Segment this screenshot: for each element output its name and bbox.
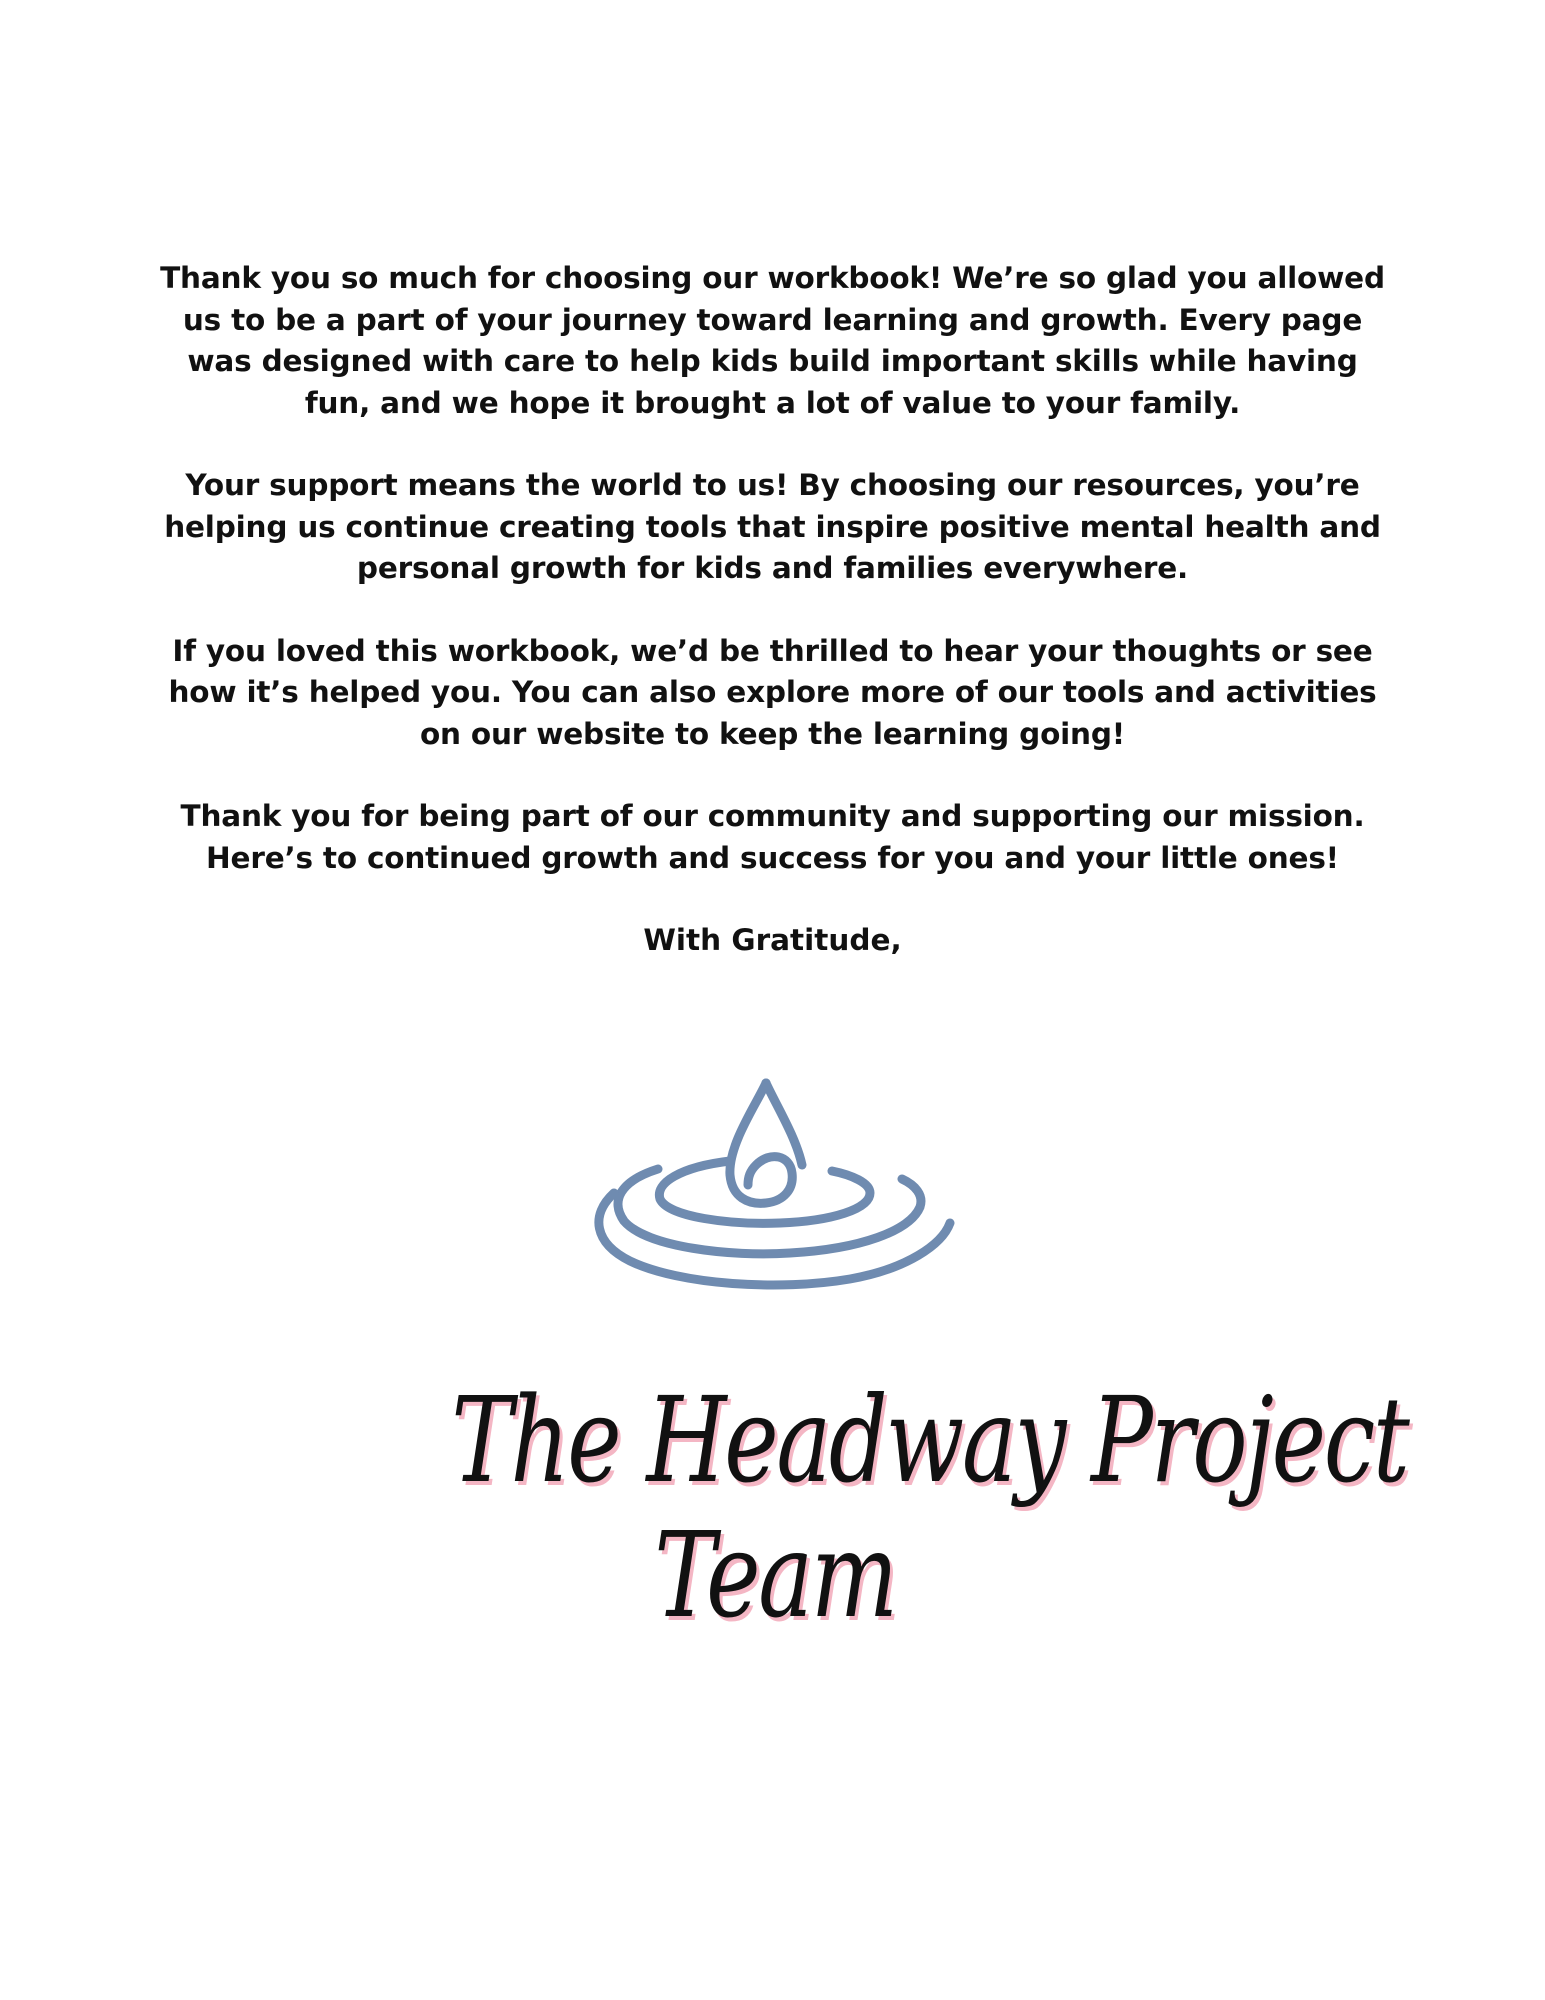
signature-line-1: The Headway Project (451, 1371, 1408, 1509)
ripple-inner (659, 1161, 870, 1223)
letter-body (160, 258, 1385, 991)
closing-line: With Gratitude, (643, 923, 902, 957)
water-drop-ripple-icon (570, 1075, 960, 1315)
paragraph-thank-you: Thank you so much for choosing our workbook! We’re so glad you allowed us to be a part of your journey toward learning and growth. Every page was designed with care to help kids build important skills while having fun, and we hope it brought a lot of value to your family. (160, 261, 1385, 420)
paragraph-support: Your support means the world to us! By choosing our resources, you’re helping us continue creating tools that inspire positive mental health and personal growth for kids and families everywhere. (164, 468, 1381, 585)
signature (360, 1371, 1408, 1644)
paragraph-community: Thank you for being part of our community and supporting our mission. Here’s to continued growth and success for you and your little ones! (180, 799, 1365, 875)
drop-shape (730, 1083, 792, 1203)
signature-line-2: Team (654, 1506, 896, 1644)
paragraph-feedback: If you loved this workbook, we’d be thrilled to hear your thoughts or see how it’s helped you. You can also explore more of our tools and activities on our website to keep the learning going! (168, 633, 1377, 751)
